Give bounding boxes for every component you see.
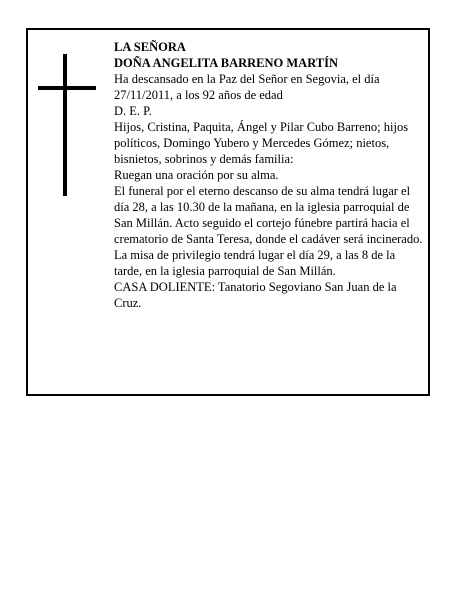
obituary-text: [114, 39, 426, 311]
death-announcement: Ha descansado en la Paz del Señor en Segovia, el día 27/11/2011, a los 92 años de edad: [114, 72, 380, 102]
prayer-request: Ruegan una oración por su alma.: [114, 168, 279, 182]
deceased-name: DOÑA ANGELITA BARRENO MARTÍN: [114, 56, 339, 70]
family-list: Hijos, Cristina, Paquita, Ángel y Pilar Cubo Barreno; hijos políticos, Domingo Yubero y Mercedes Gómez; nietos, bisnietos, sobrinos y demás familia:: [114, 120, 409, 166]
mass-details: La misa de privilegio tendrá lugar el día 29, a las 8 de la tarde, en la iglesia parroquial de San Millán.: [114, 248, 396, 278]
notice-title: LA SEÑORA: [114, 40, 186, 54]
cross-icon: [63, 54, 67, 196]
rip-line: D. E. P.: [114, 104, 152, 118]
cross-icon-bar: [38, 86, 96, 90]
funeral-details: El funeral por el eterno descanso de su alma tendrá lugar el día 28, a las 10.30 de la mañana, en la iglesia parroquial de San Millán. Acto seguido el cortejo fúnebre partirá hacia el crematorio de Santa Teresa, donde el cadáver será incinerado.: [114, 184, 423, 246]
mourning-house: CASA DOLIENTE: Tanatorio Segoviano San Juan de la Cruz.: [114, 280, 397, 310]
